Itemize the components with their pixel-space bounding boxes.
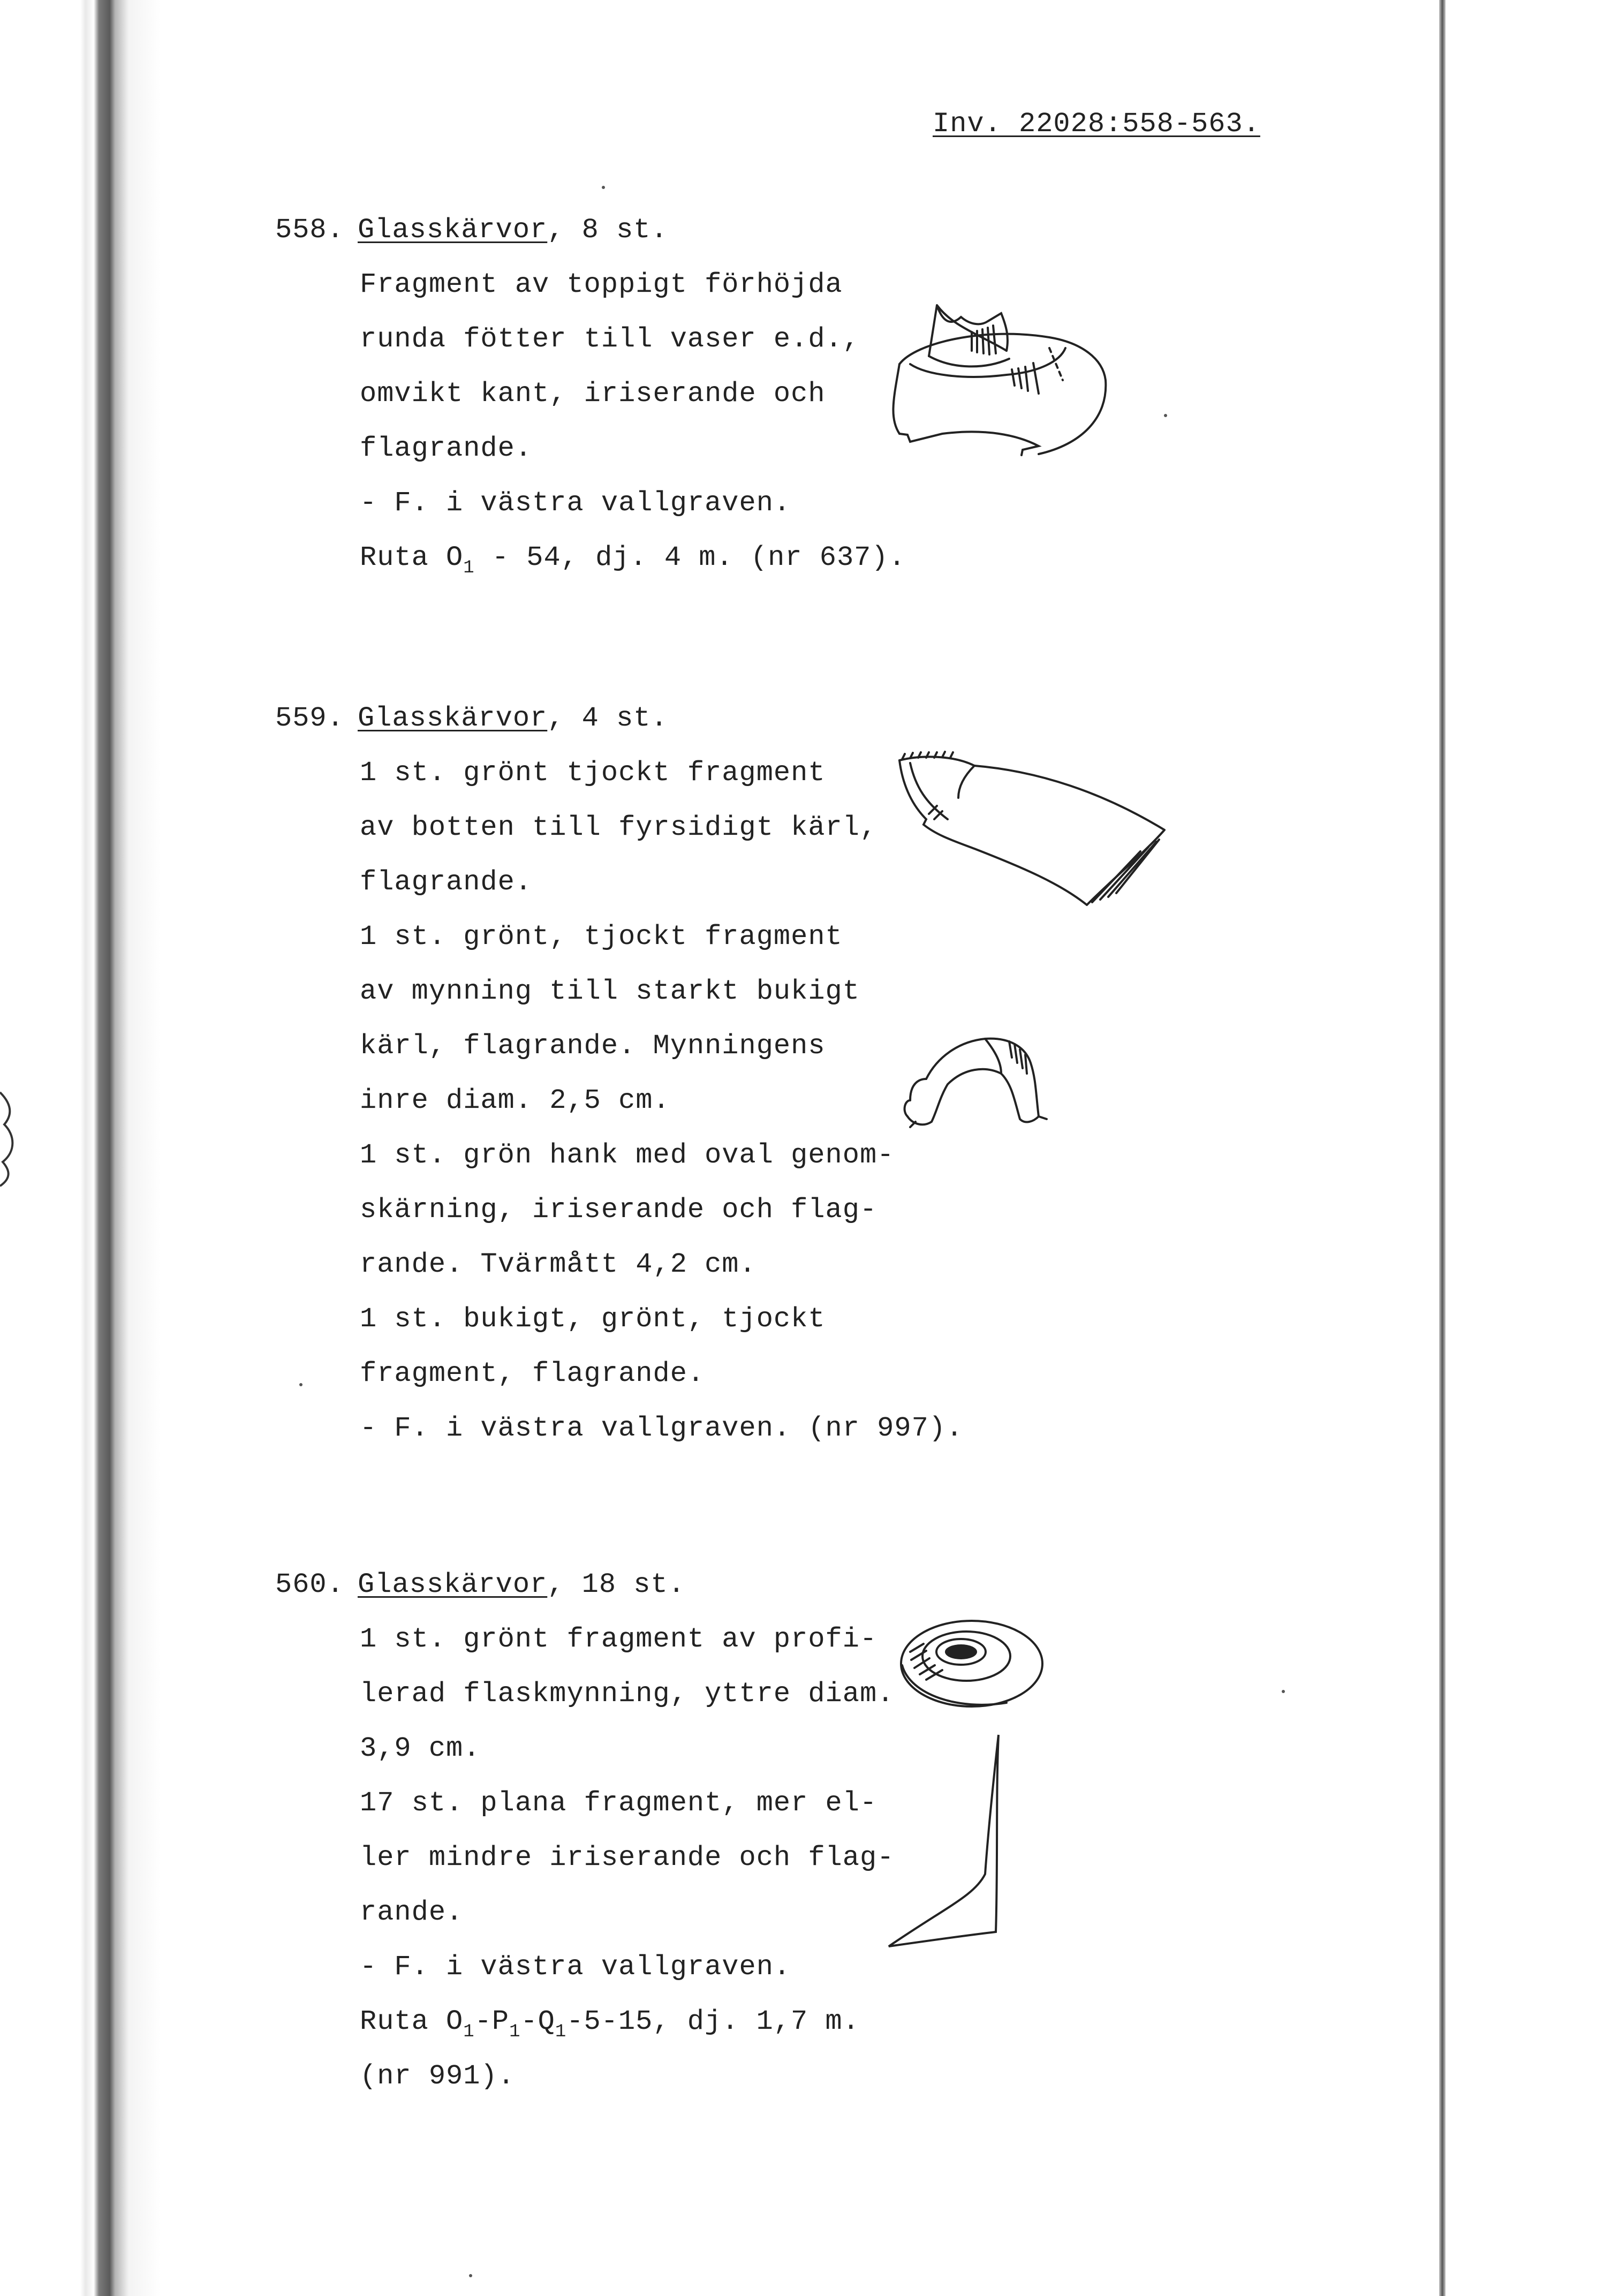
description-line: 17 st. plana fragment, mer el- xyxy=(360,1787,877,1819)
description-line: runda fötter till vaser e.d., xyxy=(360,323,860,355)
entry-heading xyxy=(358,1569,685,1601)
description-line: skärning, iriserande och flag- xyxy=(360,1194,877,1226)
description-line: 1 st. grönt fragment av profi- xyxy=(360,1623,877,1655)
ruta-suffix: -5-15, dj. 1,7 m. xyxy=(566,2006,860,2037)
ruta-line xyxy=(360,2006,860,2041)
description-line: rande. Tvärmått 4,2 cm. xyxy=(360,1249,756,1280)
description-line: 1 st. grönt tjockt fragment xyxy=(360,757,826,789)
sketch-bottle-mouth xyxy=(894,1614,1049,1719)
description-line: flagrande. xyxy=(360,433,533,464)
inventory-number: Inv. 22028:558-563. xyxy=(933,108,1260,140)
description-line: rande. xyxy=(360,1897,464,1928)
entry-number: 558. xyxy=(275,214,344,246)
page-edge-right xyxy=(1439,0,1446,2296)
speck xyxy=(299,1383,302,1386)
speck xyxy=(1164,414,1167,417)
ruta-suffix: - 54, dj. 4 m. (nr 637). xyxy=(474,542,906,573)
description-line: omvikt kant, iriserande och xyxy=(360,378,826,410)
description-line: kärl, flagrande. Mynningens xyxy=(360,1030,826,1062)
sketch-bottom-fragment xyxy=(889,744,1172,918)
adjacent-page-fragment xyxy=(0,1082,21,1189)
description-line: 3,9 cm. xyxy=(360,1733,481,1764)
entry-count: , 8 st. xyxy=(547,214,668,246)
description-line: 1 st. grönt, tjockt fragment xyxy=(360,921,843,953)
ruta-part: -P xyxy=(474,2006,510,2037)
ruta-subscript: 1 xyxy=(463,2022,475,2042)
ruta-part: -Q xyxy=(520,2006,555,2037)
description-line: (nr 991). xyxy=(360,2060,515,2092)
description-line: 1 st. grön hank med oval genom- xyxy=(360,1139,895,1171)
entry-heading xyxy=(358,703,668,735)
description-line: fragment, flagrande. xyxy=(360,1358,705,1389)
description-line: - F. i västra vallgraven. xyxy=(360,487,791,519)
description-line: - F. i västra vallgraven. xyxy=(360,1951,791,1983)
book-binding-left xyxy=(0,0,161,2296)
entry-title: Glasskärvor xyxy=(358,703,548,734)
entry-count: , 18 st. xyxy=(547,1569,685,1600)
entry-title: Glasskärvor xyxy=(358,214,548,246)
speck xyxy=(1282,1690,1285,1693)
ruta-subscript: 1 xyxy=(509,2022,521,2042)
description-line: av mynning till starkt bukigt xyxy=(360,976,860,1007)
description-line: lerad flaskmynning, yttre diam. xyxy=(360,1678,895,1710)
entry-heading xyxy=(358,214,668,246)
speck xyxy=(602,186,605,189)
entry-number: 560. xyxy=(275,1569,344,1600)
sketch-flat-fragment xyxy=(883,1729,1012,1957)
sketch-handle xyxy=(894,1025,1055,1146)
entry-title: Glasskärvor xyxy=(358,1569,548,1600)
speck xyxy=(469,2274,472,2277)
description-line: inre diam. 2,5 cm. xyxy=(360,1085,670,1116)
description-line: - F. i västra vallgraven. (nr 997). xyxy=(360,1413,964,1444)
entry-number: 559. xyxy=(275,703,344,734)
ruta-line xyxy=(360,542,906,577)
entry-count: , 4 st. xyxy=(547,703,668,734)
description-line: av botten till fyrsidigt kärl, xyxy=(360,812,877,843)
ruta-subscript: 1 xyxy=(463,558,475,578)
description-line: ler mindre iriserande och flag- xyxy=(360,1842,895,1874)
ruta-prefix: Ruta O xyxy=(360,542,464,573)
sketch-vase-foot xyxy=(878,294,1114,485)
description-line: flagrande. xyxy=(360,866,533,898)
description-line: Fragment av toppigt förhöjda xyxy=(360,269,843,300)
ruta-subscript: 1 xyxy=(555,2022,567,2042)
description-line: 1 st. bukigt, grönt, tjockt xyxy=(360,1303,826,1335)
ruta-prefix: Ruta O xyxy=(360,2006,464,2037)
